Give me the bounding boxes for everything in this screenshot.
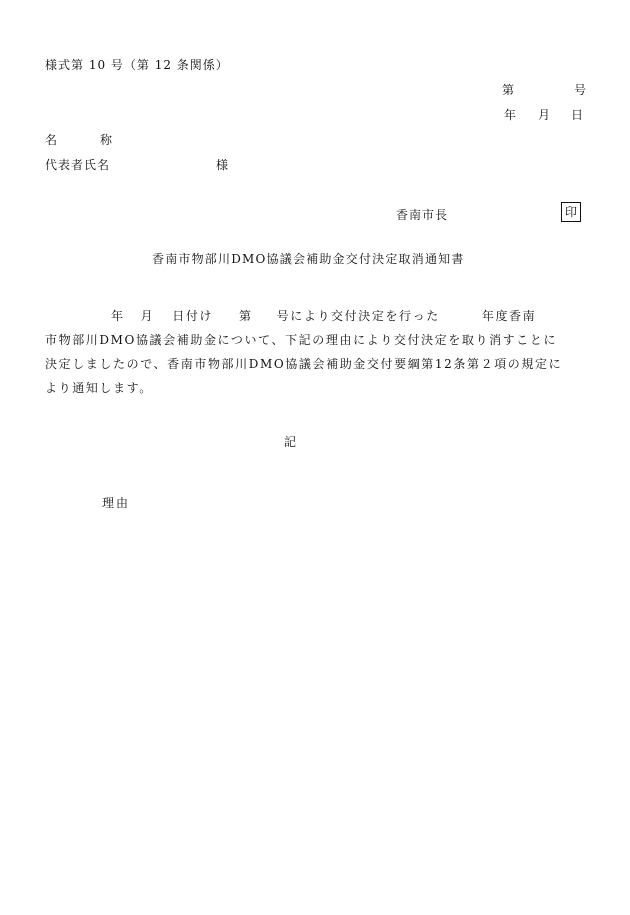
date-month-label: 月 bbox=[538, 108, 551, 122]
body-decision-text: 号により交付決定を行った bbox=[276, 309, 440, 323]
ki-heading: 記 bbox=[284, 435, 297, 449]
document-title: 香南市物部川DMO協議会補助金交付決定取消通知書 bbox=[152, 252, 465, 266]
body-line-4: より通知します。 bbox=[45, 381, 153, 395]
document-number-suffix: 号 bbox=[574, 83, 587, 97]
body-line-3: 決定しましたので、香南市物部川DMO協議会補助金交付要綱第12条第２項の規定に bbox=[45, 357, 563, 371]
body-line-2: 市物部川DMO協議会補助金について、下記の理由により交付決定を取り消すことに bbox=[45, 333, 558, 347]
body-date-label: 日付け bbox=[172, 309, 214, 323]
reason-label: 理由 bbox=[102, 496, 131, 510]
body-line-1 bbox=[45, 307, 536, 324]
name-label-first: 名 bbox=[45, 133, 58, 147]
body-fiscal-year-text: 年度香南 bbox=[481, 309, 537, 323]
date-day-label: 日 bbox=[571, 108, 584, 122]
body-year-label: 年 bbox=[111, 309, 125, 323]
mayor-title: 香南市長 bbox=[396, 208, 449, 222]
date-year-label: 年 bbox=[504, 108, 517, 122]
form-number: 様式第 10 号（第 12 条関係） bbox=[45, 58, 229, 72]
seal-box: 印 bbox=[561, 202, 581, 222]
name-label-second: 称 bbox=[100, 133, 113, 147]
representative-honorific: 様 bbox=[216, 158, 229, 172]
representative-label: 代表者氏名 bbox=[45, 158, 111, 172]
body-month-label: 月 bbox=[140, 309, 155, 323]
document-number-prefix: 第 bbox=[502, 83, 515, 97]
body-number-prefix: 第 bbox=[239, 309, 253, 323]
